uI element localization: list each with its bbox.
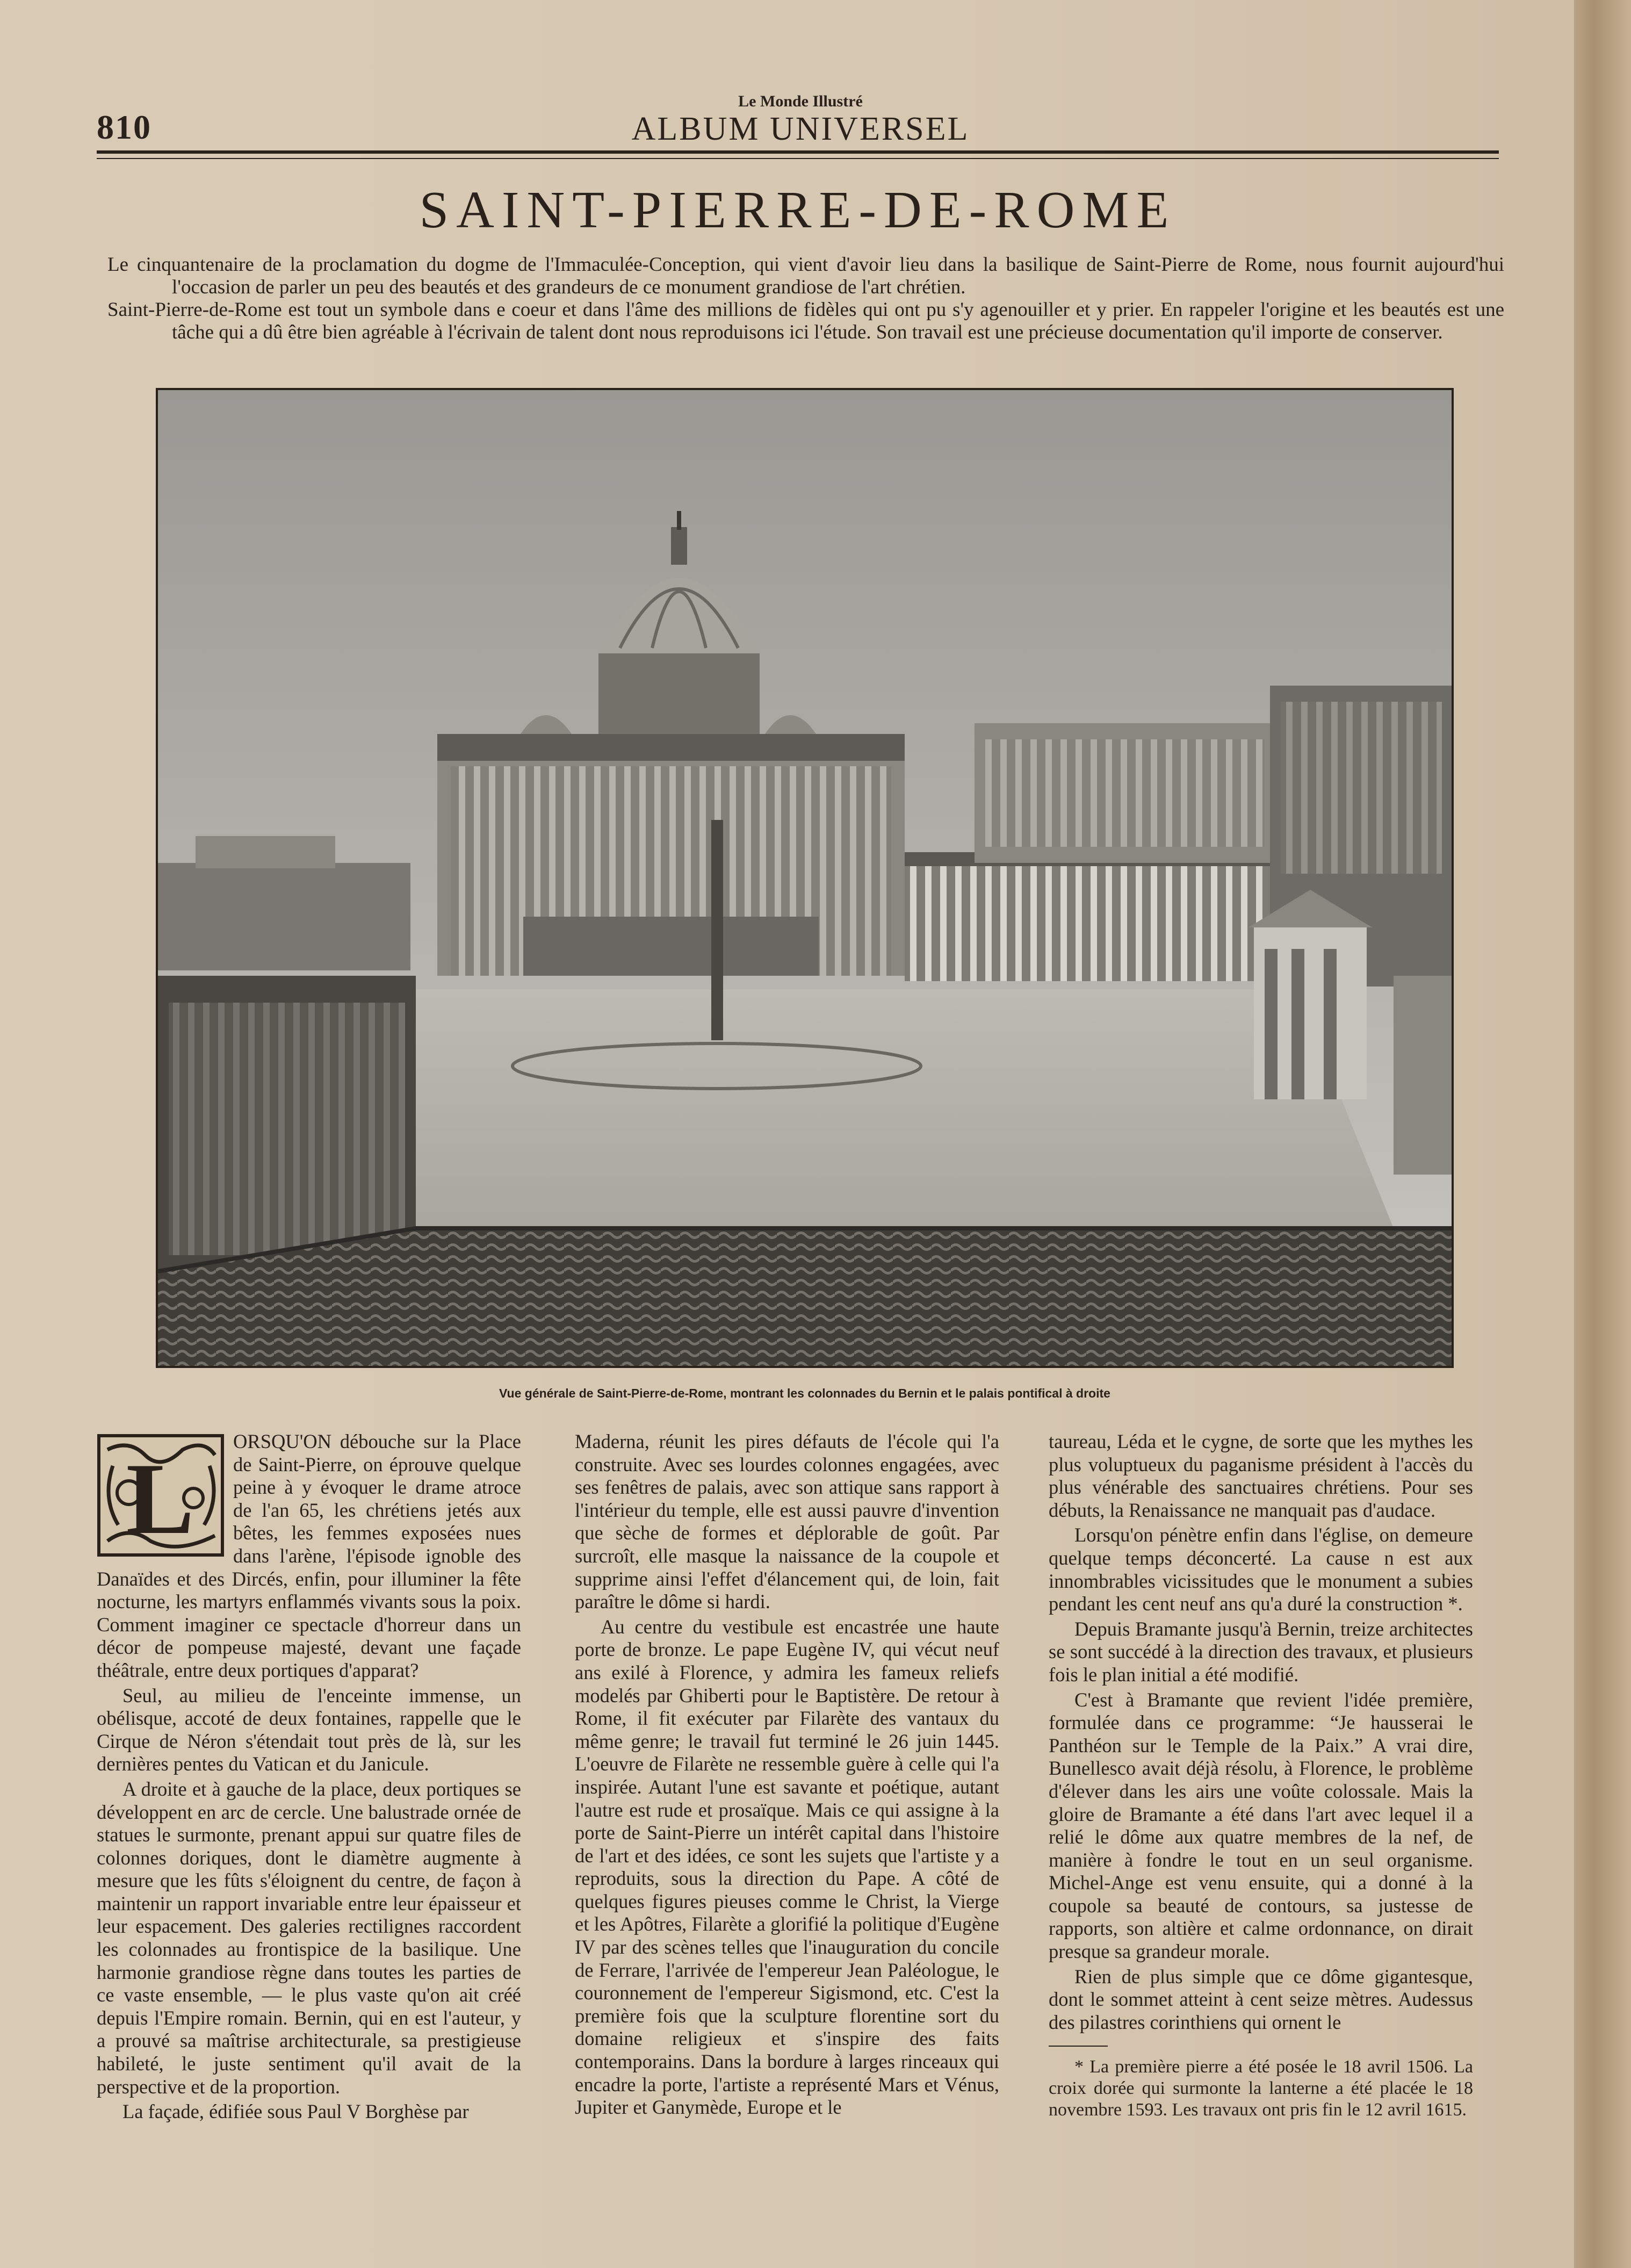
- photo-caption: Vue générale de Saint-Pierre-de-Rome, montrant les colonnades du Bernin et le palais pontifical à droite: [499, 1386, 1110, 1400]
- header-rule-thin: [97, 158, 1499, 159]
- body-paragraph: Rien de plus simple que ce dôme gigantesque, dont le sommet atteint à cent seize mètres. Audessus des pilastres corinthiens qui ornent le: [1049, 1965, 1473, 2033]
- body-paragraph: ORSQU'ON débouche sur la Place de Saint-Pierre, on éprouve quelque peine à y évoquer le drame atroce de l'an 65, les chrétiens jetés aux bêtes, les femmes exposées nues dans l'arène, l'épisode ignoble des Danaïdes et des Dircés, enfin, pour illuminer la fête nocturne, les martyrs enflammés vivants sous la poix. Comment imaginer ce spectacle d'horreur dans un décor de pompeuse majesté, devant une façade théâtrale, entre deux portiques d'apparat?: [97, 1430, 521, 1681]
- magazine-subtitle: Le Monde Illustré: [738, 92, 863, 110]
- intro-paragraph: Le cinquantenaire de la proclamation du dogme de l'Immaculée-Conception, qui vient d'avoir lieu dans la basilique de Saint-Pierre de Rome, nous fournit aujourd'hui l'occasion de parler un peu des beautés et des grandeurs de ce monument grandiose de l'art chrétien.: [107, 254, 1504, 298]
- body-paragraph: taureau, Léda et le cygne, de sorte que les mythes les plus voluptueux du paganisme président à l'accès du plus vénérable des sanctuaires chrétiens. Pour ses débuts, la Renaissance ne manquait pas d'audace.: [1049, 1430, 1473, 1521]
- basilica-photograph: [156, 388, 1454, 1368]
- body-paragraph: Lorsqu'on pénètre enfin dans l'église, on demeure quelque temps déconcerté. La cause n est aux innombrables vicissitudes que le monument a subies pendant les cent neuf ans qu'a duré la construction *.: [1049, 1524, 1473, 1615]
- body-paragraph: A droite et à gauche de la place, deux portiques se développent en arc de cercle. Une balustrade ornée de statues le surmonte, prenant appui sur quatre files de colonnes doriques, dont le diamètre augmente à mesure que les fûts s'éloignent du centre, de façon à maintenir un rapport invariable entre leur épaisseur et leur espacement. Des galeries rectilignes raccordent les colonnades au frontispice de la basilique. Une harmonie grandiose règne dans toutes les parties de ce vaste ensemble, — le plus vaste qu'on ait créé depuis l'Empire romain. Bernin, qui en est l'auteur, y a prouvé sa maîtrise architecturale, sa prestigieuse habileté, le juste sentiment qu'il avait de la perspective et de la proportion.: [97, 1777, 521, 2098]
- magazine-title: ALBUM UNIVERSEL: [631, 111, 970, 147]
- body-paragraph: La façade, édifiée sous Paul V Borghèse par: [122, 2100, 469, 2123]
- text-column-1: [97, 1430, 521, 2126]
- text-column-3: [1049, 1430, 1473, 2123]
- drop-cap-letter: L: [126, 1443, 194, 1556]
- header-rule-thick: [97, 150, 1499, 154]
- footnote: * La première pierre a été posée le 18 avril 1506. La croix dorée qui surmonte la lanterne a été placée le 18 novembre 1593. Les travaux ont pris fin le 12 avril 1615.: [1049, 2057, 1473, 2120]
- article-title: SAINT-PIERRE-DE-ROME: [419, 181, 1177, 239]
- body-paragraph: C'est à Bramante que revient l'idée première, formulée dans ce programme: “Je hausserai le Panthéon sur le Temple de la Paix.” A vrai dire, Bunellesco avait déjà résolu, à Florence, le problème d'élever dans les airs une voûte colossale. Mais la gloire de Bramante a été dans l'art avec lequel il a relié le dôme aux quatre membres de la nef, de manière à fondre le tout en un seul organisme. Michel-Ange est venu ensuite, qui a donné à la coupole sa beauté de contours, sa justesse de rapports, son altière et calme ordonnance, on dirait presque sa grandeur morale.: [1049, 1688, 1473, 1963]
- intro-paragraph: Saint-Pierre-de-Rome est tout un symbole dans e coeur et dans l'âme des millions de fidèles qui ont pu s'y agenouiller et y prier. En rappeler l'origine et les beautés est une tâche qui a dû être bien agréable à l'écrivain de talent dont nous reproduisons ici l'étude. Son travail est une précieuse documentation qu'il importe de conserver.: [107, 299, 1504, 343]
- page-spine-edge: [1574, 0, 1631, 2268]
- footnote-rule: [1049, 2046, 1108, 2047]
- article-intro: [107, 254, 1504, 344]
- body-paragraph: Seul, au milieu de l'enceinte immense, un obélisque, accoté de deux fontaines, rappelle que le Cirque de Néron s'étendait tout près de là, sur les dernières pentes du Vatican et du Janicule.: [97, 1684, 521, 1775]
- body-paragraph: Maderna, réunit les pires défauts de l'école qui l'a construite. Avec ses lourdes colonnes engagées, avec ses fenêtres de palais, avec son attique sans rapport à l'intérieur du temple, elle est aussi pauvre d'invention que sèche de formes et déplorable de goût. Par surcroît, elle masque la naissance de la coupole et supprime ainsi l'effet d'élancement qui, de loin, fait paraître le dôme si hardi.: [575, 1430, 999, 1613]
- page-number: 810: [97, 108, 151, 146]
- drop-cap-ornament: [97, 1434, 225, 1557]
- body-paragraph: Depuis Bramante jusqu'à Bernin, treize architectes se sont succédé à la direction des travaux, et plusieurs fois le plan initial a été modifié.: [1049, 1617, 1473, 1686]
- text-column-2: [575, 1430, 999, 2121]
- body-paragraph: Au centre du vestibule est encastrée une haute porte de bronze. Le pape Eugène IV, qui vécut neuf ans exilé à Florence, y admira les fameux reliefs modelés par Ghiberti pour le Baptistère. De retour à Rome, il fit exécuter par Filarète des vantaux du même genre; le travail fut terminé le 26 juin 1445. L'oeuvre de Filarète ne ressemble guère à celle qui l'a inspirée. Autant l'une est savante et poétique, autant l'autre est rude et prosaïque. Mais ce qui assigne à la porte de Saint-Pierre un intérêt capital dans l'histoire de l'art et des idées, ce sont les sujets que l'artiste y a reproduits, sous la direction du Pape. A côté de quelques figures pieuses comme le Christ, la Vierge et les Apôtres, Filarète a glorifié la politique d'Eugène IV par des scènes telles que l'inauguration du concile de Ferrare, l'arrivée de l'empereur Jean Paléologue, le couronnement de l'empereur Sigismond, etc. C'est la première fois que la sculpture florentine sort du domaine religieux et s'inspire des faits contemporains. Dans la bordure à larges rinceaux qui encadre la porte, l'artiste a représenté Mars et Vénus, Jupiter et Ganymède, Europe et le: [575, 1615, 999, 2119]
